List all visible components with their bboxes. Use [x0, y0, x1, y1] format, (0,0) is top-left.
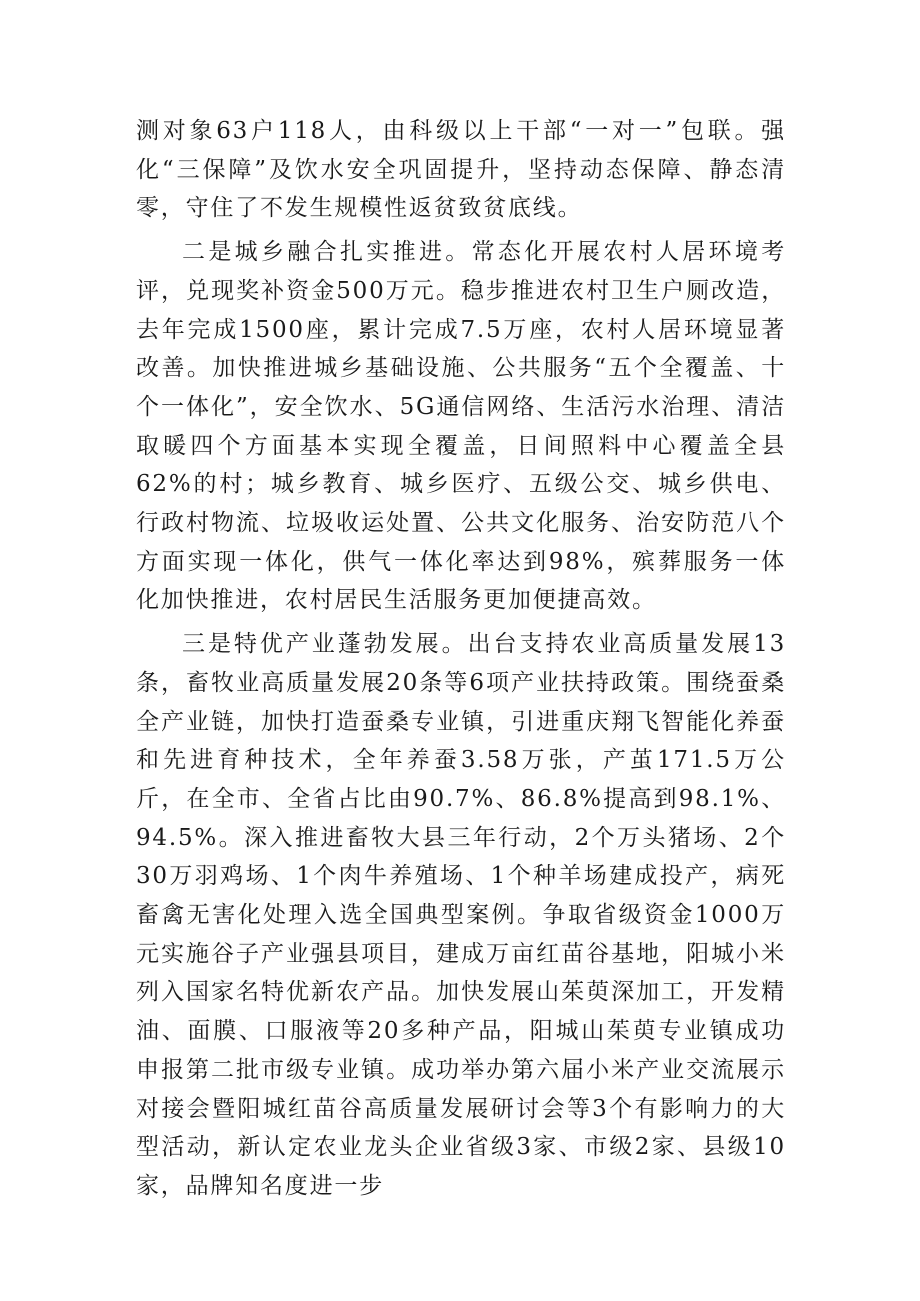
- document-body: [136, 112, 786, 1211]
- paragraph-urban-rural-integration: 二是城乡融合扎实推进。常态化开展农村人居环境考评，兑现奖补资金500万元。稳步推进农村卫生户厕改造，去年完成1500座，累计完成7.5万座，农村人居环境显著改善。加快推进城乡基础设施、公共服务“五个全覆盖、十个一体化”，安全饮水、5G通信网络、生活污水治理、清洁取暖四个方面基本实现全覆盖，日间照料中心覆盖全县62%的村；城乡教育、城乡医疗、五级公交、城乡供电、行政村物流、垃圾收运处置、公共文化服务、治安防范八个方面实现一体化，供气一体化率达到98%，殡葬服务一体化加快推进，农村居民生活服务更加便捷高效。: [136, 239, 786, 614]
- paragraph-continued: 测对象63户118人，由科级以上干部“一对一”包联。强化“三保障”及饮水安全巩固提升，坚持动态保障、静态清零，守住了不发生规模性返贫致贫底线。: [136, 118, 786, 222]
- paragraph-specialty-industry: 三是特优产业蓬勃发展。出台支持农业高质量发展13条，畜牧业高质量发展20条等6项产业扶持政策。围绕蚕桑全产业链，加快打造蚕桑专业镇，引进重庆翔飞智能化养蚕和先进育种技术，全年养蚕3.58万张，产茧171.5万公斤，在全市、全省占比由90.7%、86.8%提高到98.1%、94.5%。深入推进畜牧大县三年行动，2个万头猪场、2个30万羽鸡场、1个肉牛养殖场、1个种羊场建成投产，病死畜禽无害化处理入选全国典型案例。争取省级资金1000万元实施谷子产业强县项目，建成万亩红苗谷基地，阳城小米列入国家名特优新农产品。加快发展山茱萸深加工，开发精油、面膜、口服液等20多种产品，阳城山茱萸专业镇成功申报第二批市级专业镇。成功举办第六届小米产业交流展示对接会暨阳城红苗谷高质量发展研讨会等3个有影响力的大型活动，新认定农业龙头企业省级3家、市级2家、县级10家，品牌知名度进一步: [136, 631, 786, 1199]
